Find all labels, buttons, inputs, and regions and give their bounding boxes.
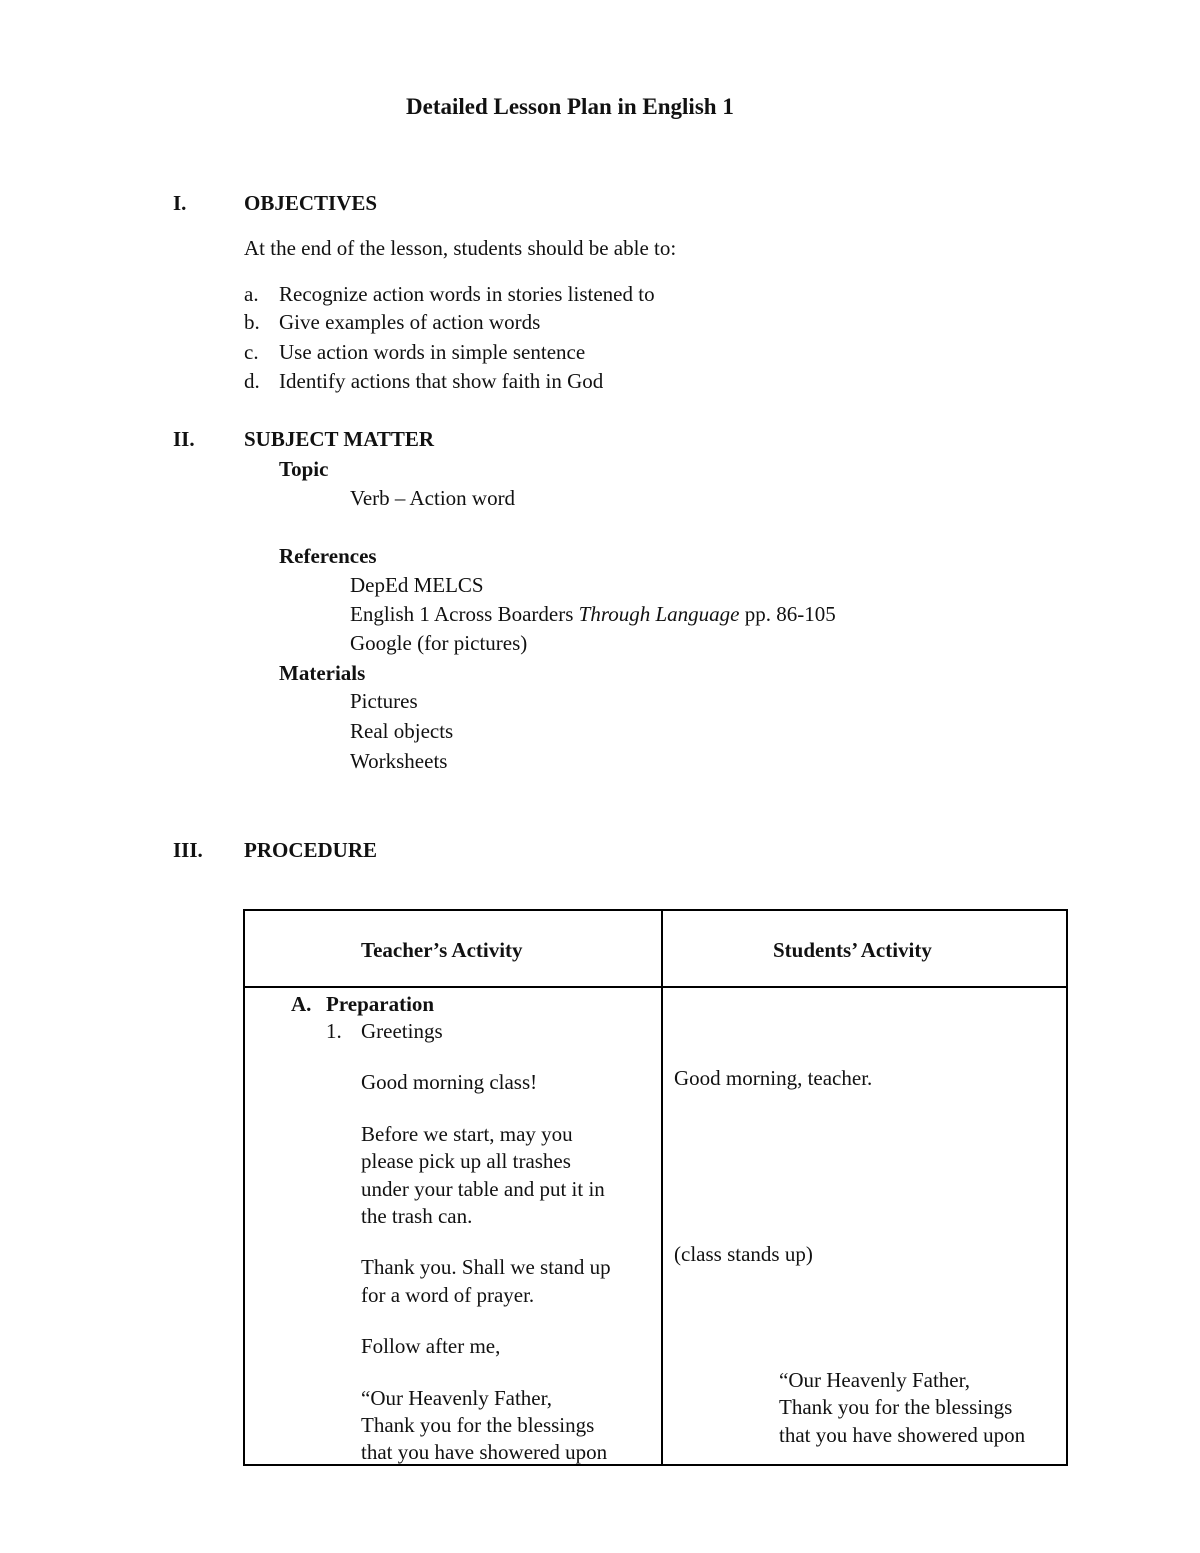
header-divider: [243, 986, 1068, 988]
procedure-heading: PROCEDURE: [244, 838, 378, 862]
objective-text: Give examples of action words: [279, 310, 541, 334]
objective-marker: d.: [244, 369, 260, 393]
teacher-line: the trash can.: [361, 1204, 473, 1228]
teacher-line: that you have showered upon: [361, 1440, 608, 1464]
materials-label: Materials: [279, 661, 366, 685]
teacher-line: “Our Heavenly Father,: [361, 1386, 552, 1410]
step-title: Greetings: [361, 1019, 443, 1043]
topic-label: Topic: [279, 457, 329, 481]
student-line: “Our Heavenly Father,: [779, 1368, 970, 1392]
teacher-line: Thank you for the blessings: [361, 1413, 595, 1437]
section-marker: A.: [291, 992, 312, 1016]
reference-item: DepEd MELCS: [350, 573, 484, 597]
student-line: Good morning, teacher.: [674, 1066, 873, 1090]
material-item: Worksheets: [350, 749, 448, 773]
section-numeral-subject-matter: II.: [173, 427, 195, 451]
teacher-line: Thank you. Shall we stand up: [361, 1255, 611, 1279]
student-line: Thank you for the blessings: [779, 1395, 1013, 1419]
objective-marker: c.: [244, 340, 259, 364]
objective-marker: b.: [244, 310, 260, 334]
reference-text: English 1 Across Boarders: [350, 602, 579, 626]
teacher-activity-header: Teacher’s Activity: [361, 938, 523, 962]
teacher-line: Good morning class!: [361, 1070, 538, 1094]
objectives-heading: OBJECTIVES: [244, 191, 378, 215]
objective-text: Recognize action words in stories listened to: [279, 282, 655, 306]
reference-pages: pp. 86-105: [739, 602, 836, 626]
students-activity-header: Students’ Activity: [773, 938, 932, 962]
teacher-line: Before we start, may you: [361, 1122, 573, 1146]
page-title: Detailed Lesson Plan in English 1: [406, 94, 734, 119]
step-marker: 1.: [326, 1019, 342, 1043]
teacher-line: under your table and put it in: [361, 1177, 605, 1201]
subject-matter-heading: SUBJECT MATTER: [244, 427, 435, 451]
objectives-intro: At the end of the lesson, students should be able to:: [244, 236, 677, 260]
column-divider: [661, 909, 663, 1466]
material-item: Pictures: [350, 689, 418, 713]
section-numeral-objectives: I.: [173, 191, 187, 215]
objective-marker: a.: [244, 282, 259, 306]
reference-item: Google (for pictures): [350, 631, 528, 655]
student-line: that you have showered upon: [779, 1423, 1026, 1447]
teacher-line: please pick up all trashes: [361, 1149, 571, 1173]
objective-text: Use action words in simple sentence: [279, 340, 586, 364]
student-line: (class stands up): [674, 1242, 813, 1266]
section-title: Preparation: [326, 992, 435, 1016]
material-item: Real objects: [350, 719, 454, 743]
reference-item: [350, 604, 836, 625]
reference-book-title: Through Language: [578, 602, 740, 626]
topic-value: Verb – Action word: [350, 486, 516, 510]
teacher-line: Follow after me,: [361, 1334, 501, 1358]
references-label: References: [279, 544, 377, 568]
section-numeral-procedure: III.: [173, 838, 203, 862]
teacher-line: for a word of prayer.: [361, 1283, 535, 1307]
objective-text: Identify actions that show faith in God: [279, 369, 604, 393]
